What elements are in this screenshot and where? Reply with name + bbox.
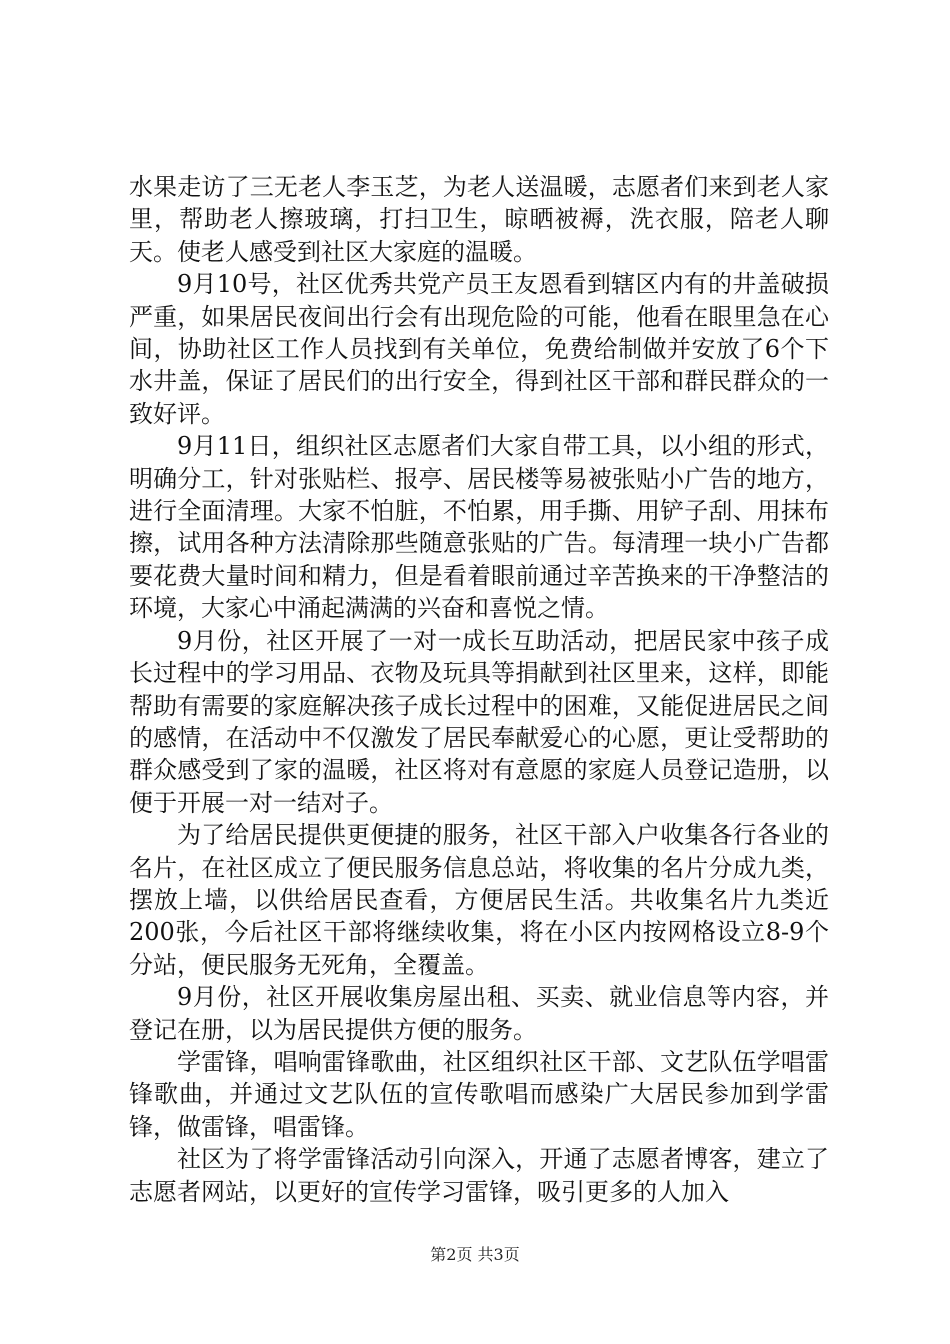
paragraph-7: 学雷锋，唱响雷锋歌曲，社区组织社区干部、文艺队伍学唱雷锋歌曲，并通过文艺队伍的宣传歌唱而感染广大居民参加到学雷锋，做雷锋，唱雷锋。 (129, 1047, 829, 1141)
paragraph-5: 为了给居民提供更便捷的服务，社区干部入户收集各行各业的名片，在社区成立了便民服务信息总站，将收集的名片分成九类，摆放上墙，以供给居民查看，方便居民生活。共收集名片九类近200张，今后社区干部将继续收集，将在小区内按网格设立8-9个分站，便民服务无死角，全覆盖。 (129, 821, 829, 979)
paragraph-6: 9月份，社区开展收集房屋出租、买卖、就业信息等内容，并登记在册，以为居民提供方便的服务。 (129, 983, 829, 1044)
paragraph-2: 9月10号，社区优秀共党产员王友恩看到辖区内有的井盖破损严重，如果居民夜间出行会有出现危险的可能，他看在眼里急在心间，协助社区工作人员找到有关单位，免费给制做并安放了6个下水井盖，保证了居民们的出行安全，得到社区干部和群民群众的一致好评。 (129, 270, 829, 428)
paragraph-3: 9月11日，组织社区志愿者们大家自带工具，以小组的形式，明确分工，针对张贴栏、报亭、居民楼等易被张贴小广告的地方，进行全面清理。大家不怕脏，不怕累，用手撕、用铲子刮、用抹布擦，试用各种方法清除那些随意张贴的广告。每清理一块小广告都要花费大量时间和精力，但是看着眼前通过辛苦换来的干净整洁的环境，大家心中涌起满满的兴奋和喜悦之情。 (129, 432, 829, 623)
paragraph-4: 9月份，社区开展了一对一成长互助活动，把居民家中孩子成长过程中的学习用品、衣物及玩具等捐献到社区里来，这样，即能帮助有需要的家庭解决孩子成长过程中的困难，又能促进居民之间的感情，在活动中不仅激发了居民奉献爱心的心愿，更让受帮助的群众感受到了家的温暖，社区将对有意愿的家庭人员登记造册，以便于开展一对一结对子。 (129, 626, 829, 817)
page-footer: 第2页 共3页 (430, 1245, 520, 1264)
paragraph-1: 水果走访了三无老人李玉芝，为老人送温暖，志愿者们来到老人家里，帮助老人擦玻璃，打扫卫生，晾晒被褥，洗衣服，陪老人聊天。使老人感受到社区大家庭的温暖。 (129, 173, 829, 266)
document-body (129, 171, 829, 1208)
paragraph-8: 社区为了将学雷锋活动引向深入，开通了志愿者博客，建立了志愿者网站，以更好的宣传学习雷锋，吸引更多的人加入 (129, 1145, 829, 1206)
